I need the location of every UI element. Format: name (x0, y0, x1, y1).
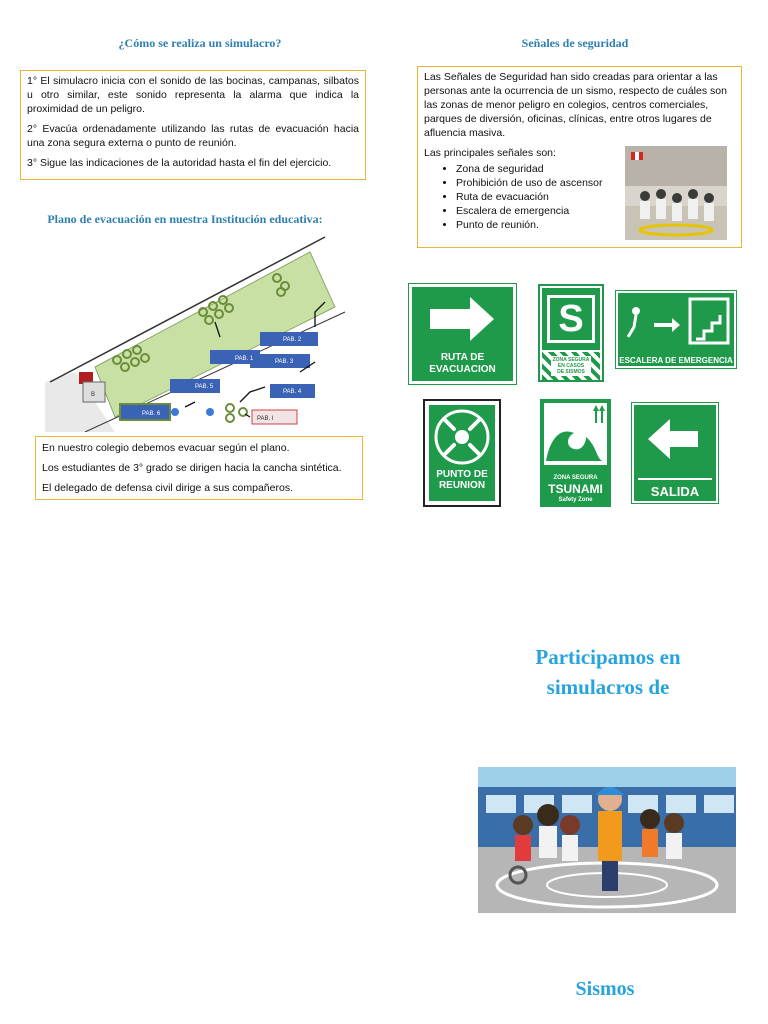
arrow-right-icon (412, 287, 513, 347)
list-item: • Punto de reunión. (456, 218, 735, 232)
school-children-photo (625, 146, 727, 240)
step-1: 1° El simulacro inicia con el sonido de las bocinas, campanas, silbatos u otro similar, este sonido representa la alarma que indica la proximidad de un peligro. (27, 75, 359, 115)
heading-plano: Plano de evacuación en nuestra Institución educativa: (47, 212, 323, 226)
cover-title-line-2: simulacros de (546, 675, 670, 699)
list-item: • Zona de seguridad (456, 162, 735, 176)
evacuation-plan-map (45, 232, 350, 432)
list-item: • Prohibición de uso de ascensor (456, 176, 735, 190)
tsunami-text-2: TSUNAMI (548, 482, 603, 496)
pab-1-label: PAB. 1 (235, 356, 254, 362)
sign-punto-text-1: PUNTO DE (436, 469, 488, 480)
step-2: 2° Evacúa ordenadamente utilizando las rutas de evacuación hacia una zona segura externa o punto de reunión. (27, 123, 359, 149)
cover-illustration-children-drill (478, 767, 736, 913)
sign-salida-text: SALIDA (650, 483, 700, 499)
list-item: • Ruta de evacuación (456, 190, 735, 204)
list-item: • Escalera de emergencia (456, 204, 735, 218)
pab-2-label: PAB. 2 (283, 337, 302, 343)
sign-punto-reunion (423, 399, 501, 507)
sign-ruta-evacuacion (409, 284, 516, 384)
zona-segura-text-1: ZONA SEGURA (552, 357, 590, 363)
senales-intro: Las Señales de Seguridad han sido creadas para orientar a las personas ante la ocurrencia de un sismo, respecto de cuáles son las zonas de menor peligro en colegios, centros comerciales, parques de diversión, oficinas, clínicas, entre otros lugares de afluencia masiva. (424, 71, 727, 139)
emergency-stairs-icon (618, 293, 734, 349)
tsunami-text-1: ZONA SEGURA (553, 475, 598, 481)
pab-5-label: PAB. 5 (195, 384, 214, 390)
zona-segura-text-2: EN CASOS (557, 363, 585, 369)
sign-ruta-text-2: EVACUACION (429, 364, 496, 375)
pab-i-label: PAB. I (257, 416, 274, 422)
pab-4-label: PAB. 4 (283, 389, 302, 395)
tsunami-text-3: Safety Zone (558, 497, 593, 503)
sign-ruta-text-1: RUTA DE (440, 352, 485, 363)
cover-title-line-1: Participamos en (535, 645, 681, 669)
sign-escalera-emergencia (616, 291, 736, 368)
note-2: Los estudiantes de 3° grado se dirigen hacia la cancha sintética. (42, 462, 342, 474)
sign-zona-segura-tsunami (540, 399, 611, 507)
tsunami-wave-icon (540, 399, 611, 469)
sign-punto-text-2: REUNION (438, 480, 486, 491)
sign-salida (632, 403, 718, 503)
sign-escalera-text: ESCALERA DE EMERGENCIA (619, 356, 733, 365)
heading-simulacro: ¿Cómo se realiza un simulacro? (118, 36, 282, 50)
cover-title (470, 642, 746, 702)
steps-box (20, 70, 366, 180)
sign-zona-segura-sismos (538, 284, 604, 382)
senales-list-title: Las principales señales son: (424, 147, 556, 159)
step-3: 3° Sigue las indicaciones de la autoridad hasta el fin del ejercicio. (27, 157, 332, 169)
notes-box (35, 436, 363, 500)
zona-segura-text-3: DE SISMOS (557, 369, 585, 375)
meeting-point-icon (430, 405, 494, 469)
cover-subtitle: Sismos (575, 978, 635, 1000)
s-letter-icon: S (547, 295, 595, 343)
arrow-left-icon (634, 405, 716, 469)
note-1: En nuestro colegio debemos evacuar según el plano. (42, 442, 290, 454)
pab-3-label: PAB. 3 (275, 359, 294, 365)
building-b-label: B (91, 392, 96, 398)
pab-6-label: PAB. 6 (142, 411, 161, 417)
note-3: El delegado de defensa civil dirige a sus compañeros. (42, 482, 293, 494)
heading-senales: Señales de seguridad (521, 36, 629, 50)
